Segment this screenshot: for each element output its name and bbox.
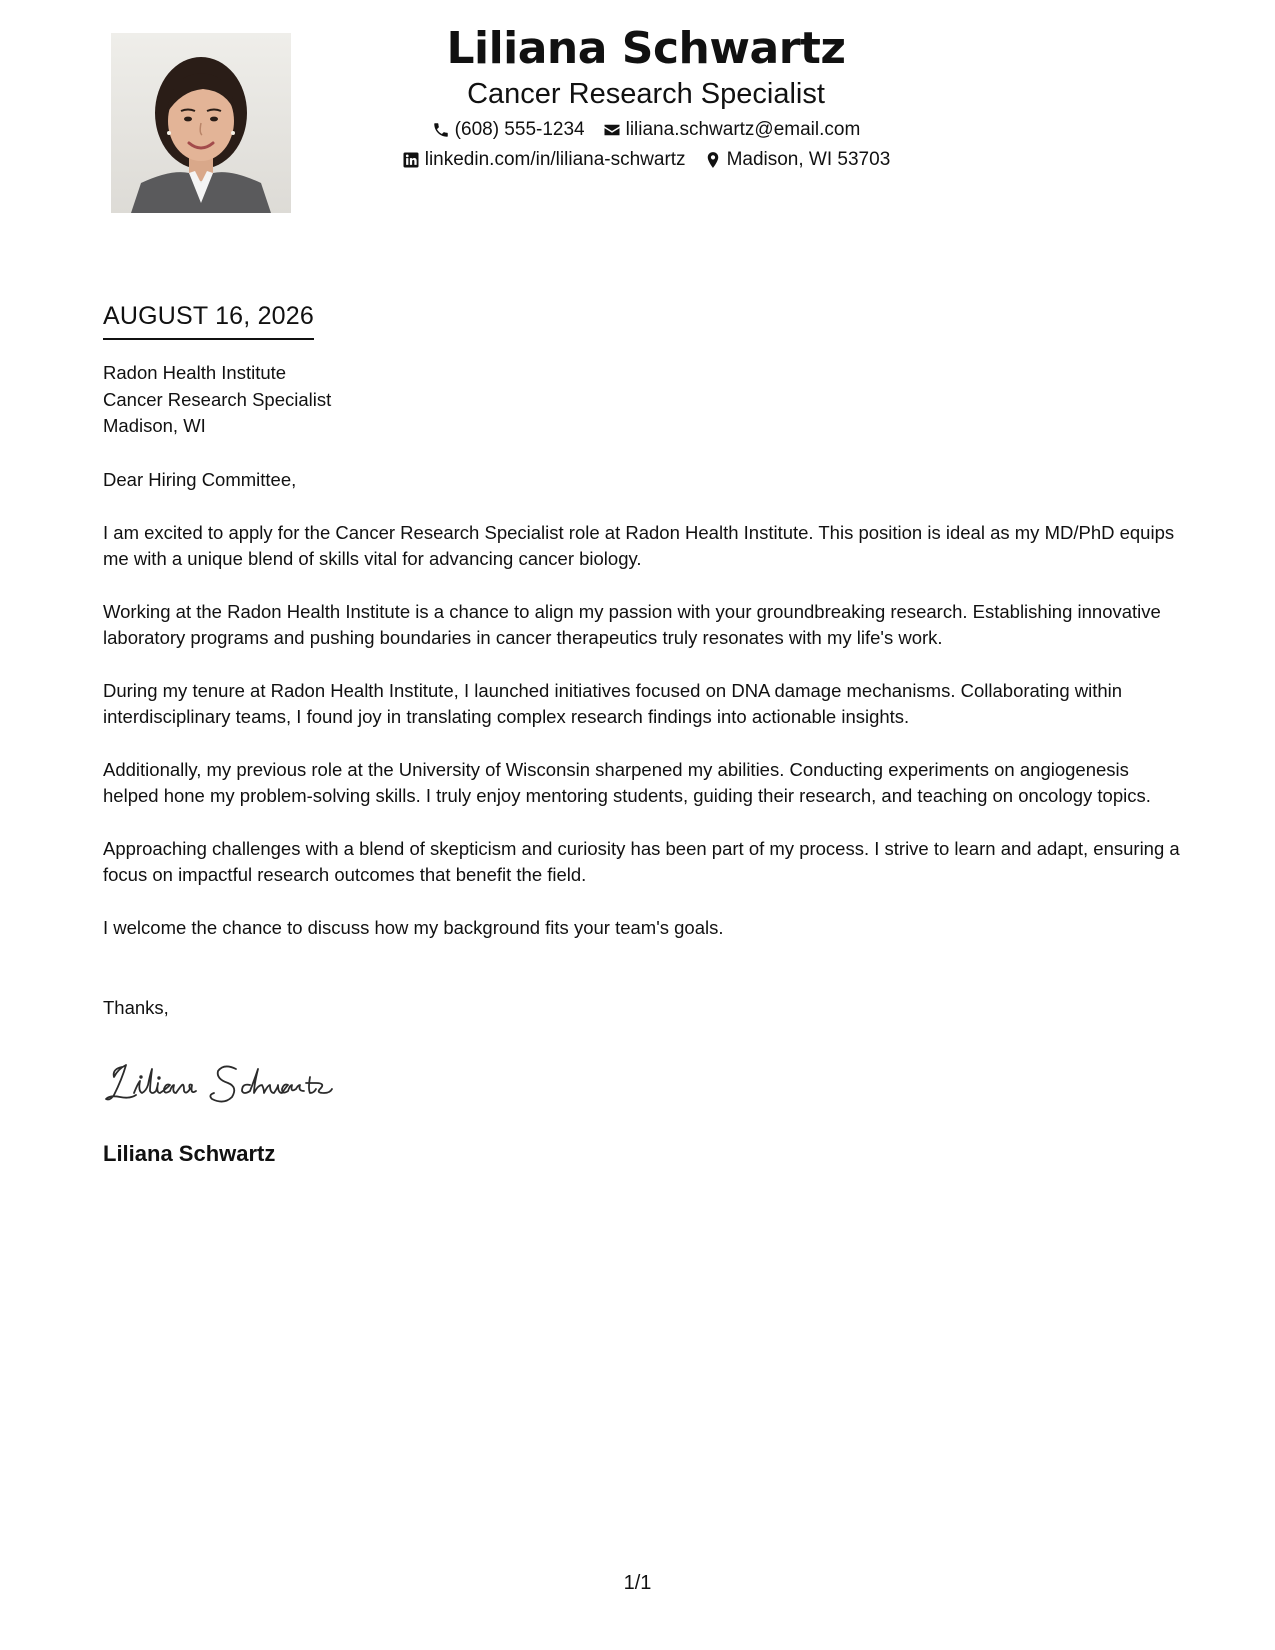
paragraph-3: During my tenure at Radon Health Institute, I launched initiatives focused on DNA damage mechanisms. Collaborating within interdisciplinary teams, I found joy in translating complex research findings into actionable insights. — [103, 679, 1123, 727]
paragraph-5: Approaching challenges with a blend of skepticism and curiosity has been part of my process. I strive to learn and adapt, ensuring a focus on impactful research outcomes that benefit the field. — [103, 837, 1180, 885]
contact-phone — [432, 118, 585, 142]
page-indicator: 1/1 — [623, 1572, 652, 1594]
recipient-block — [103, 360, 331, 440]
contact-location — [704, 148, 891, 172]
contact-email[interactable] — [603, 118, 861, 142]
applicant-title: Cancer Research Specialist — [467, 78, 825, 110]
envelope-icon — [603, 121, 621, 139]
linkedin-text: linkedin.com/in/liliana-schwartz — [424, 149, 686, 170]
signer-name: Liliana Schwartz — [103, 1141, 276, 1166]
location-text: Madison, WI 53703 — [726, 149, 891, 170]
phone-icon — [432, 121, 450, 139]
profile-photo — [111, 33, 291, 213]
email-text: liliana.schwartz@email.com — [625, 119, 861, 140]
paragraph-4: Additionally, my previous role at the University of Wisconsin sharpened my abilities. Conducting experiments on angiogenesis helped hone my problem-solving skills. I truly enjoy mentoring students, guiding their research, and teaching on oncology topics. — [103, 758, 1151, 806]
letter-header — [340, 20, 952, 172]
recipient-position: Cancer Research Specialist — [103, 388, 332, 410]
map-pin-icon — [704, 151, 722, 169]
phone-text: (608) 555-1234 — [454, 119, 585, 140]
paragraph-6: I welcome the chance to discuss how my background fits your team's goals. — [103, 916, 724, 938]
contact-row-primary — [340, 118, 952, 142]
linkedin-icon — [402, 151, 420, 169]
handwritten-signature — [100, 1055, 370, 1115]
contact-linkedin[interactable] — [402, 148, 686, 172]
applicant-name: Liliana Schwartz — [446, 23, 846, 74]
closing: Thanks, — [103, 997, 169, 1018]
paragraph-2: Working at the Radon Health Institute is a chance to align my passion with your groundbreaking research. Establishing innovative laboratory programs and pushing boundaries in cancer therapeutics truly resonates with my life's work. — [103, 600, 1161, 648]
letter-date: AUGUST 16, 2026 — [103, 300, 314, 340]
letter-body — [103, 467, 1183, 967]
recipient-organization: Radon Health Institute — [103, 362, 287, 383]
recipient-location: Madison, WI — [103, 415, 206, 436]
paragraph-1: I am excited to apply for the Cancer Research Specialist role at Radon Health Institute. This position is ideal as my MD/PhD equips me with a unique blend of skills vital for advancing cancer biology. — [103, 521, 1175, 569]
salutation: Dear Hiring Committee, — [103, 469, 297, 490]
contact-row-secondary — [340, 148, 952, 172]
